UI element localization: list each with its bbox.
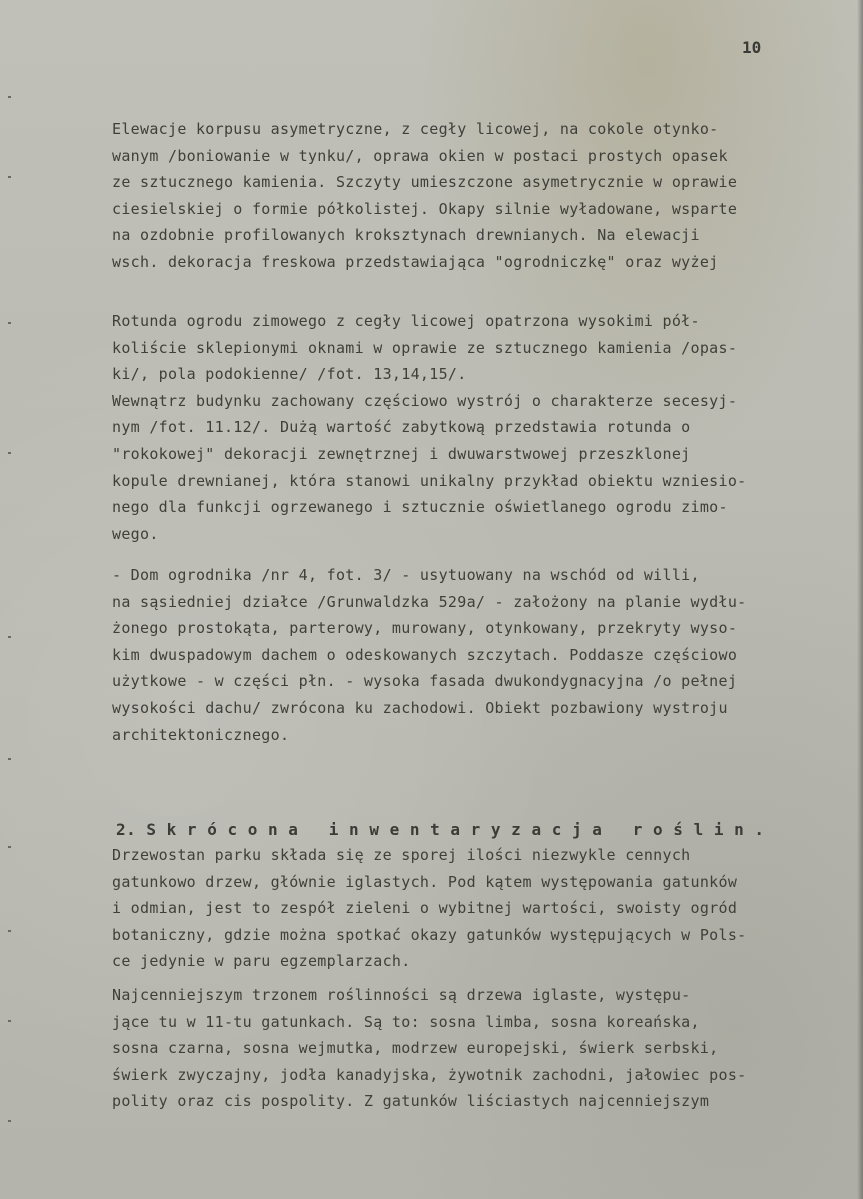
text-line: wego. <box>112 524 159 543</box>
text-line: wanym /boniowanie w tynku/, oprawa okien w postaci prostych opasek <box>112 146 728 165</box>
margin-mark <box>8 96 11 98</box>
text-line: kim dwuspadowym dachem o odeskowanych szczytach. Poddasze częściowo <box>112 645 738 664</box>
text-line: architektonicznego. <box>112 725 290 744</box>
text-line: Najcenniejszym trzonem roślinności są drzewa iglaste, występu- <box>112 986 691 1004</box>
page-number: 10 <box>742 38 762 57</box>
text-line: Elewacje korpusu asymetryczne, z cegły licowej, na cokole otynko- <box>112 120 719 138</box>
section-heading: 2. S k r ó c o n a i n w e n t a r y z a c j a r o ś l i n . <box>116 820 765 839</box>
paragraph-rotunda-description <box>112 308 747 547</box>
margin-mark <box>8 452 11 454</box>
margin-mark <box>8 930 11 932</box>
text-line: polity oraz cis pospolity. Z gatunków liściastych najcenniejszym <box>112 1092 710 1111</box>
text-line: ciesielskiej o formie półkolistej. Okapy silnie wyładowane, wsparte <box>112 199 738 218</box>
text-line: wsch. dekoracja freskowa przedstawiająca "ogrodniczkę" oraz wyżej <box>112 252 719 271</box>
text-line: "rokokowej" dekoracji zewnętrznej i dwuwarstwowej przeszklonej <box>112 444 691 463</box>
text-line: botaniczny, gdzie można spotkać okazy gatunków występujących w Pols- <box>112 925 747 944</box>
text-line: żonego prostokąta, parterowy, murowany, otynkowany, przekryty wyso- <box>112 619 738 638</box>
text-line: nego dla funkcji ogrzewanego i sztucznie oświetlanego ogrodu zimo- <box>112 498 728 517</box>
text-line: na ozdobnie profilowanych kroksztynach drewnianych. Na elewacji <box>112 226 700 245</box>
text-line: Wewnątrz budynku zachowany częściowo wystrój o charakterze secesyj- <box>112 391 738 410</box>
text-line: Drzewostan parku składa się ze sporej ilości niezwykle cennych <box>112 846 691 864</box>
text-line: jące tu w 11-tu gatunkach. Są to: sosna limba, sosna koreańska, <box>112 1012 700 1031</box>
text-line: nym /fot. 11.12/. Dużą wartość zabytkową przedstawia rotunda o <box>112 418 691 437</box>
margin-mark <box>8 176 11 178</box>
text-line: koliście sklepionymi oknami w oprawie ze sztucznego kamienia /opas- <box>112 338 738 357</box>
text-line: ze sztucznego kamienia. Szczyty umieszczone asymetrycznie w oprawie <box>112 173 738 192</box>
text-line: Rotunda ogrodu zimowego z cegły licowej opatrzona wysokimi pół- <box>112 312 700 330</box>
margin-mark <box>8 1120 11 1122</box>
paragraph-conifer-species <box>112 982 747 1115</box>
page-edge-shadow <box>857 0 863 1199</box>
text-line: kopule drewnianej, która stanowi unikalny przykład obiektu wzniesio- <box>112 471 747 490</box>
text-line: użytkowe - w części płn. - wysoka fasada dwukondygnacyjna /o pełnej <box>112 672 738 691</box>
text-line: wysokości dachu/ zwrócona ku zachodowi. Obiekt pozbawiony wystroju <box>112 698 728 717</box>
text-line: i odmian, jest to zespół zieleni o wybitnej wartości, swoisty ogród <box>112 899 738 918</box>
margin-mark <box>8 636 11 638</box>
text-line: na sąsiedniej działce /Grunwaldzka 529a/ - założony na planie wydłu- <box>112 592 747 611</box>
margin-mark <box>8 846 11 848</box>
text-line: gatunkowo drzew, głównie iglastych. Pod kątem występowania gatunków <box>112 872 738 891</box>
margin-mark <box>8 1020 11 1022</box>
paragraph-tree-stand <box>112 842 747 975</box>
margin-mark <box>8 322 11 324</box>
text-line: - Dom ogrodnika /nr 4, fot. 3/ - usytuowany na wschód od willi, <box>112 566 700 584</box>
paragraph-gardener-house <box>112 562 747 748</box>
text-line: świerk zwyczajny, jodła kanadyjska, żywotnik zachodni, jałowiec pos- <box>112 1065 747 1084</box>
text-line: ce jedynie w paru egzemplarzach. <box>112 952 411 971</box>
text-line: sosna czarna, sosna wejmutka, modrzew europejski, świerk serbski, <box>112 1039 719 1058</box>
paragraph-facade-description <box>112 116 737 276</box>
text-line: ki/, pola podokienne/ /fot. 13,14,15/. <box>112 365 467 384</box>
margin-mark <box>8 758 11 760</box>
